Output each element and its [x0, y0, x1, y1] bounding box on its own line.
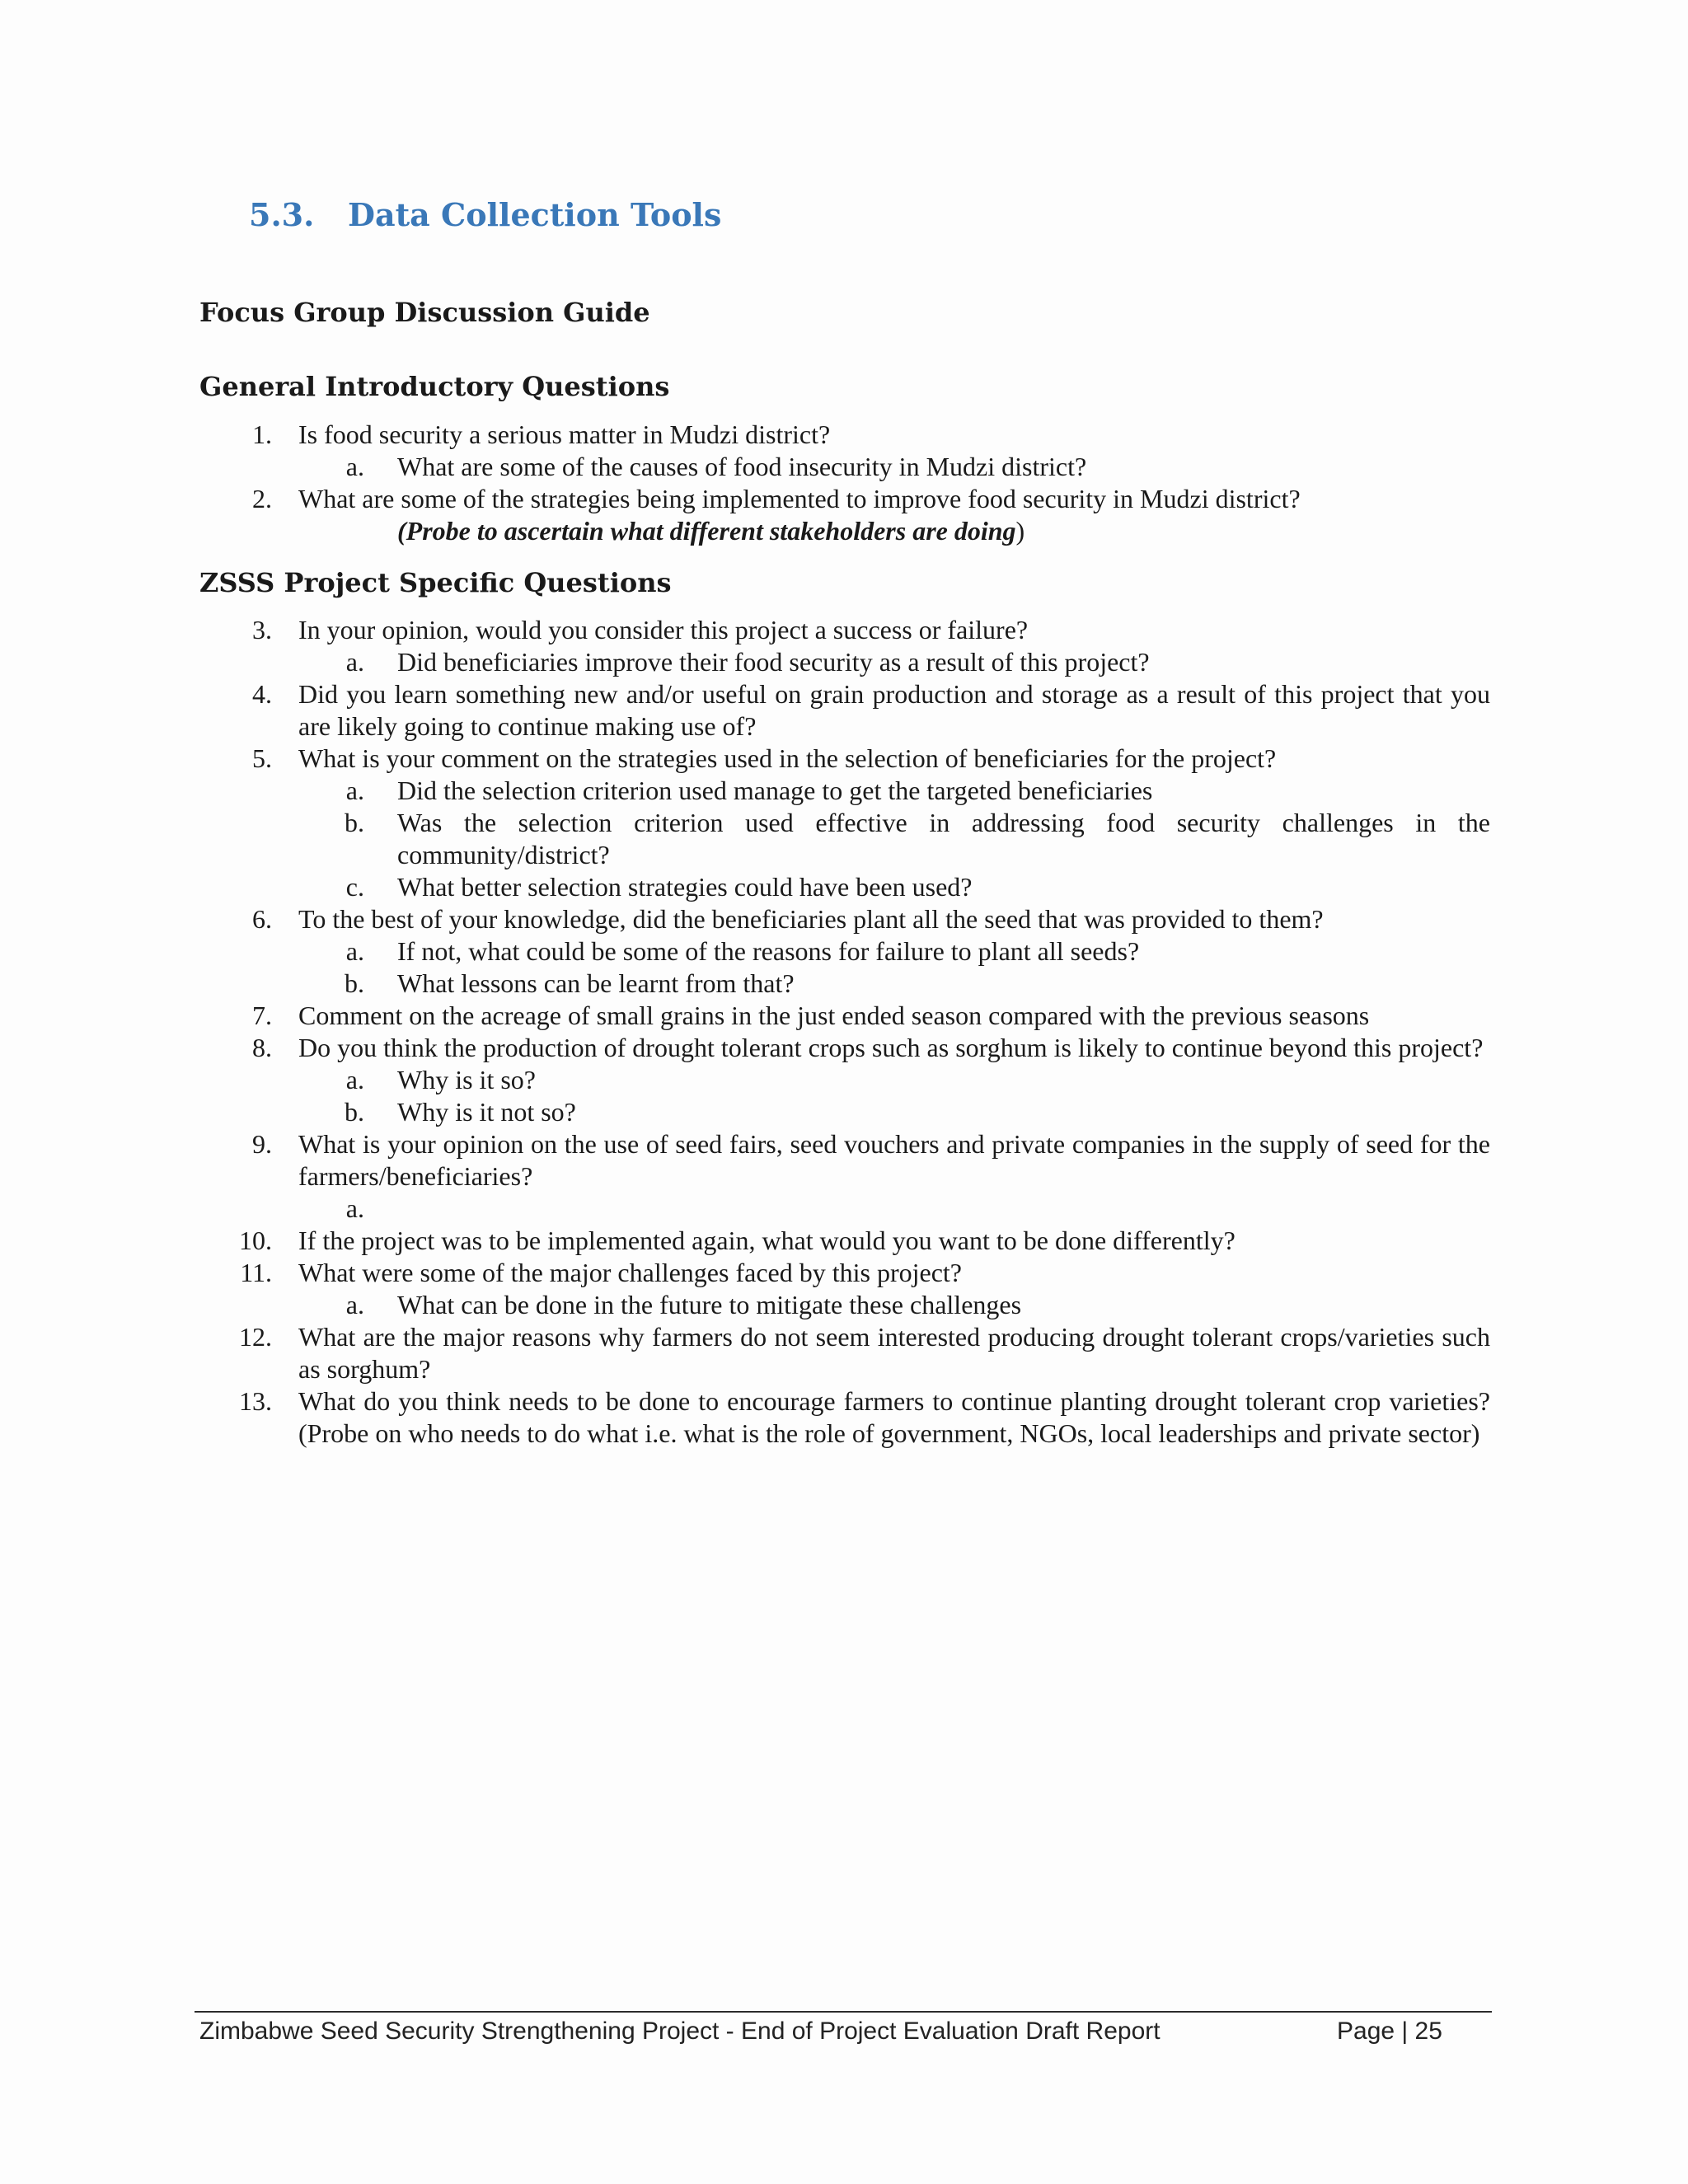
list-item: [199, 1257, 1490, 1289]
list-marker: 7.: [252, 1001, 272, 1030]
question-text: In your opinion, would you consider this project a success or failure?: [298, 615, 1029, 644]
list-item: [199, 1000, 1490, 1032]
list-marker: 12.: [239, 1322, 272, 1352]
question-text: What is your comment on the strategies used in the selection of beneficiaries for the project?: [298, 743, 1277, 773]
question-text: What better selection strategies could have been used?: [397, 872, 973, 902]
list-item: [199, 935, 1490, 968]
question-text: Was the selection criterion used effective in addressing food security challenges in the community/district?: [397, 808, 1490, 869]
question-text: What are the major reasons why farmers do not seem interested producing drought tolerant crops/varieties such as sorghum?: [298, 1322, 1490, 1384]
question-text: Did you learn something new and/or useful on grain production and storage as a result of this project that you are likely going to continue making use of?: [298, 679, 1490, 741]
list-marker: b.: [345, 1097, 364, 1127]
list-item: [199, 1193, 1490, 1225]
probe-close: ): [1015, 516, 1025, 546]
question-text: What were some of the major challenges faced by this project?: [298, 1258, 962, 1287]
list-item: [199, 678, 1490, 743]
section-heading: [249, 196, 721, 233]
general-questions-heading: General Introductory Questions: [199, 371, 670, 402]
list-marker: c.: [345, 872, 364, 902]
section-number: 5.3.: [249, 196, 315, 233]
question-text: Did beneficiaries improve their food security as a result of this project?: [397, 647, 1150, 677]
list-item: [199, 1385, 1490, 1450]
list-item: [199, 1032, 1490, 1064]
list-item: [199, 903, 1490, 935]
question-text: Why is it so?: [397, 1065, 536, 1094]
question-text: If not, what could be some of the reasons for failure to plant all seeds?: [397, 936, 1140, 966]
list-marker: 9.: [252, 1129, 272, 1159]
list-marker: 5.: [252, 743, 272, 773]
list-marker: 8.: [252, 1033, 272, 1062]
question-text: If the project was to be implemented again, what would you want to be done differently?: [298, 1226, 1236, 1255]
probe-text: (Probe to ascertain what different stakeholders are doing: [397, 516, 1016, 546]
list-item: [199, 451, 1490, 483]
list-marker: b.: [345, 808, 364, 837]
list-item: [199, 483, 1490, 515]
section-title: Data Collection Tools: [348, 196, 722, 233]
question-text: [397, 1193, 1490, 1225]
footer-page-number: Page | 25: [1337, 2018, 1442, 2045]
list-item: [199, 807, 1490, 871]
list-item: [199, 775, 1490, 807]
list-item: [199, 1096, 1490, 1128]
list-marker: a.: [345, 452, 364, 481]
question-text: Comment on the acreage of small grains in the just ended season compared with the previous seasons: [298, 1001, 1370, 1030]
list-marker: 4.: [252, 679, 272, 709]
list-item: [199, 1289, 1490, 1321]
list-marker: b.: [345, 968, 364, 998]
list-marker: 3.: [252, 615, 272, 644]
footer-divider: [195, 2011, 1492, 2013]
list-marker: 2.: [252, 484, 272, 513]
list-item: [199, 1321, 1490, 1385]
list-item: [199, 871, 1490, 903]
list-item: [199, 646, 1490, 678]
list-marker: a.: [345, 1065, 364, 1094]
question-text: Did the selection criterion used manage to get the targeted beneficiaries: [397, 776, 1153, 805]
general-questions-list: [199, 419, 1490, 547]
list-marker: a.: [345, 1193, 364, 1223]
list-marker: 13.: [239, 1386, 272, 1416]
list-marker: a.: [345, 1290, 364, 1319]
list-item: [199, 419, 1490, 451]
list-item: [199, 743, 1490, 775]
zsss-questions-list: [199, 614, 1490, 1450]
question-text: Why is it not so?: [397, 1097, 576, 1127]
list-marker: a.: [345, 776, 364, 805]
list-item: [199, 1064, 1490, 1096]
probe-note: [199, 515, 1490, 547]
question-text: What is your opinion on the use of seed fairs, seed vouchers and private companies in the supply of seed for the farmers/beneficiaries?: [298, 1129, 1490, 1191]
question-text: What are some of the strategies being implemented to improve food security in Mudzi district?: [298, 484, 1301, 513]
list-marker: 11.: [240, 1258, 272, 1287]
question-text: Is food security a serious matter in Mudzi district?: [298, 419, 831, 449]
list-item: [199, 968, 1490, 1000]
list-marker: 10.: [239, 1226, 272, 1255]
fgd-title: Focus Group Discussion Guide: [199, 297, 650, 328]
question-text: To the best of your knowledge, did the beneficiaries plant all the seed that was provided to them?: [298, 904, 1324, 934]
question-text: Do you think the production of drought tolerant crops such as sorghum is likely to continue beyond this project?: [298, 1033, 1484, 1062]
footer-report-title: Zimbabwe Seed Security Strengthening Project - End of Project Evaluation Draft Report: [199, 2018, 1160, 2045]
question-text: What can be done in the future to mitigate these challenges: [397, 1290, 1022, 1319]
zsss-questions-heading: ZSSS Project Specific Questions: [199, 567, 672, 598]
list-item: [199, 614, 1490, 646]
question-text: What are some of the causes of food insecurity in Mudzi district?: [397, 452, 1087, 481]
list-marker: 6.: [252, 904, 272, 934]
list-marker: a.: [345, 936, 364, 966]
list-marker: 1.: [252, 419, 272, 449]
question-text: What lessons can be learnt from that?: [397, 968, 795, 998]
list-marker: a.: [345, 647, 364, 677]
list-item: [199, 1128, 1490, 1193]
list-item: [199, 1225, 1490, 1257]
question-text: What do you think needs to be done to encourage farmers to continue planting drought tolerant crop varieties? (Probe on who needs to do what i.e. what is the role of government, NGOs, local leaderships and private sector): [298, 1386, 1490, 1448]
